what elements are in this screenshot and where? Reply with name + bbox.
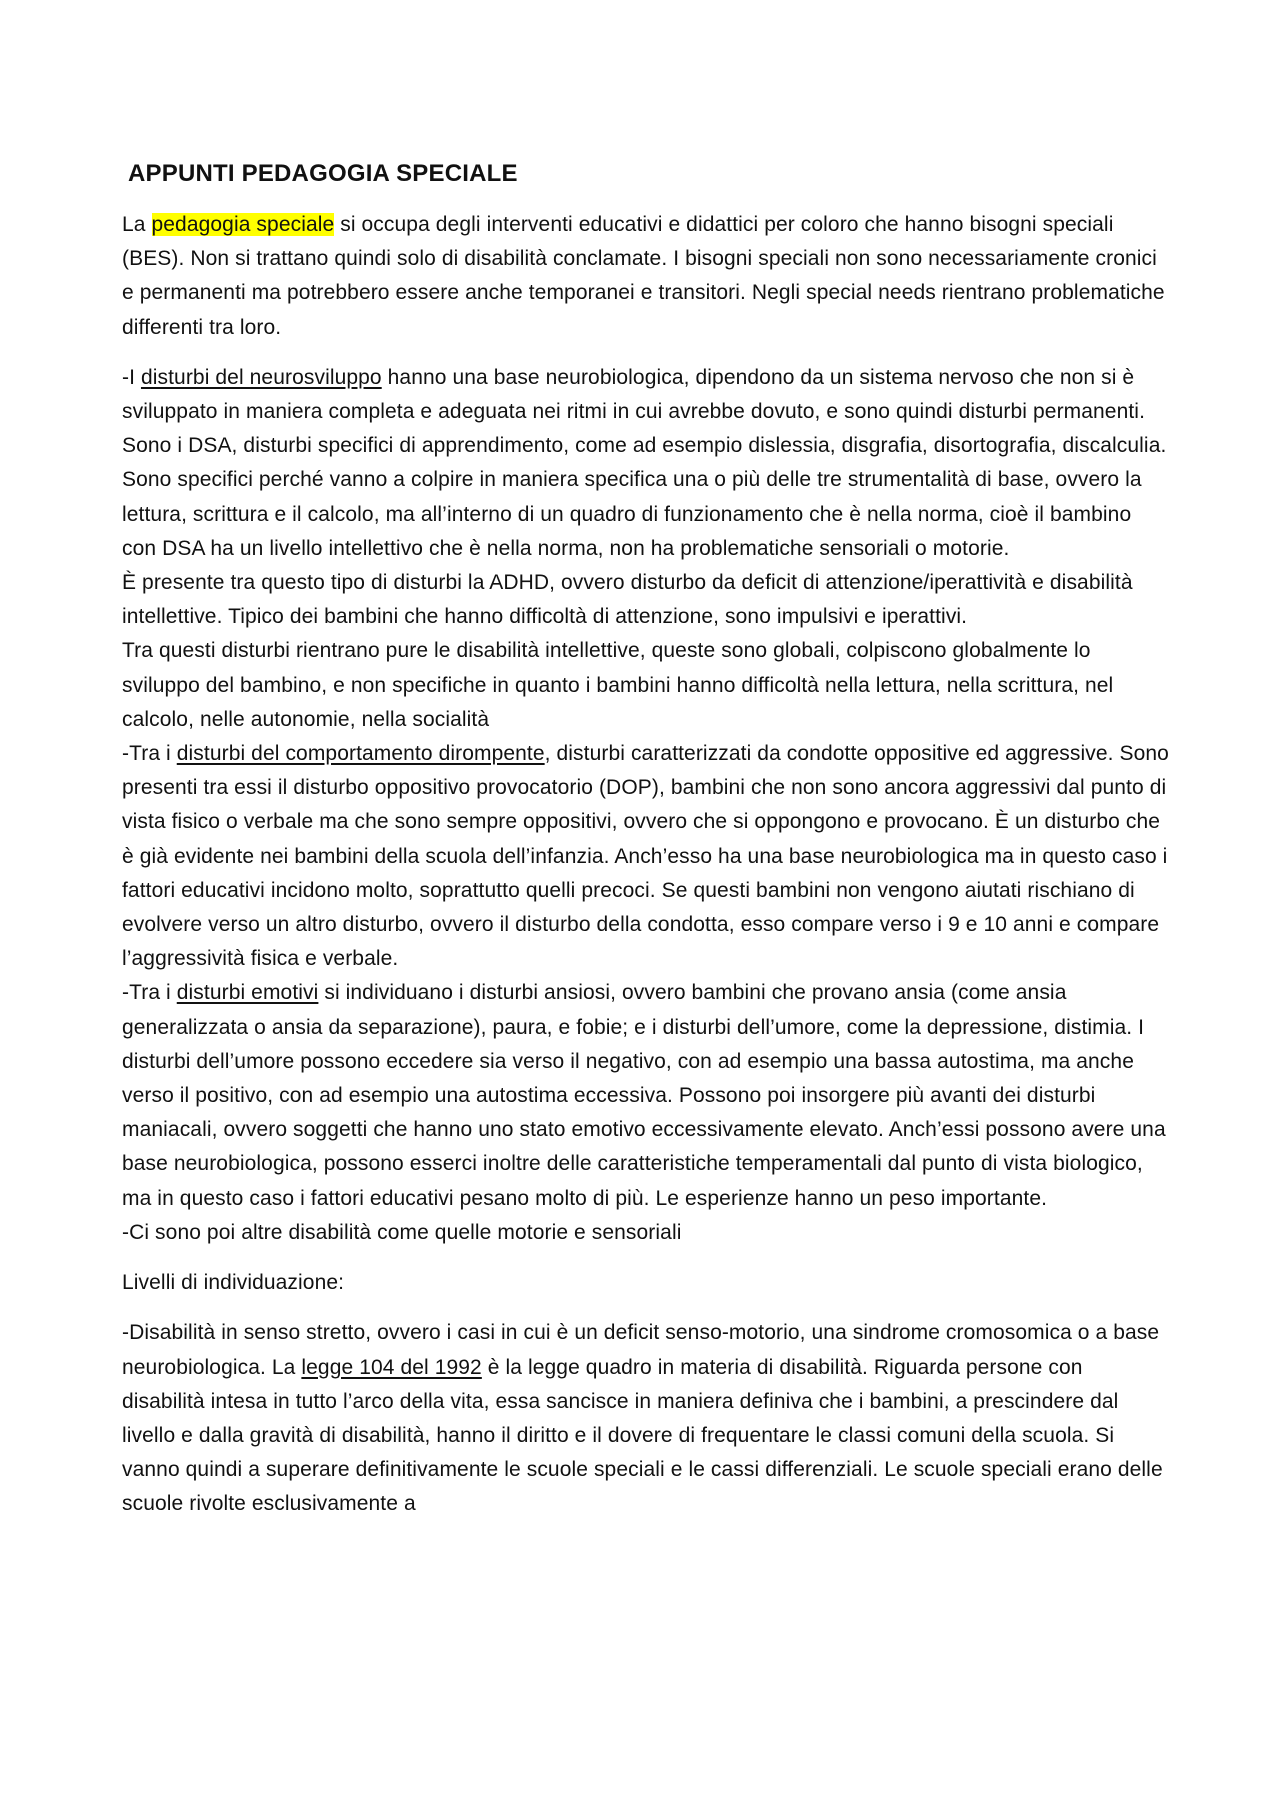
text-run: , disturbi caratterizzati da condotte oppositive ed aggressive. Sono presenti tra essi il disturbo oppositivo provocatorio (DOP), bambini che non sono ancora aggressivi dal punto di vista fisico o verbale ma che sono sempre oppositivi, ovvero che si oppongono e provocano. È un disturbo che è già evidente nei bambini della scuola dell’infanzia. Anch’esso ha una base neurobiologica ma in questo caso i fattori educativi incidono molto, soprattutto quelli precoci. Se questi bambini non vengono aiutati rischiano di evolvere verso un altro disturbo, ovvero il disturbo della condotta, esso compare verso i 9 e 10 anni e compare l’aggressività fisica e verbale. bbox=[122, 742, 1169, 971]
text-run: è la legge quadro in materia di disabilità. Riguarda persone con disabilità intesa in tutto l’arco della vita, essa sancisce in maniera definiva che i bambini, a prescindere dal livello e dalla gravità di disabilità, hanno il diritto e il dovere di frequentare le classi comuni della scuola. Si vanno quindi a superare definitivamente le scuole speciali e le cassi differenziali. Le scuole speciali erano delle scuole rivolte esclusivamente a bbox=[122, 1355, 1163, 1516]
paragraph-disabilita-senso-stretto bbox=[122, 1316, 1170, 1521]
underlined-term: disturbi emotivi bbox=[176, 981, 319, 1005]
text-run: hanno una base neurobiologica, dipendono da un sistema nervoso che non si è sviluppato in maniera completa e adeguata nei ritmi in cui avrebbe dovuto, e sono quindi disturbi permanenti. bbox=[122, 365, 1146, 424]
text-run: si occupa degli interventi educativi e didattici per coloro che hanno bisogni speciali (BES). Non si trattano quindi solo di disabilità conclamate. I bisogni speciali non sono necessariamente cronici e permanenti ma potrebbero essere anche temporanei e transitori. Negli special needs rientrano problematiche differenti tra loro. bbox=[122, 213, 1165, 339]
text-run: -Disabilità in senso stretto, ovvero i casi in cui è un deficit senso-motorio, una sindrome cromosomica o a base neurobiologica. La bbox=[122, 1321, 1160, 1379]
paragraph-altre-disabilita: -Ci sono poi altre disabilità come quelle motorie e sensoriali bbox=[122, 1220, 682, 1244]
text-run: -Tra i bbox=[122, 981, 177, 1005]
paragraph-disturbi-emotivi bbox=[122, 976, 1170, 1215]
paragraph-intro bbox=[122, 208, 1170, 345]
underlined-term: legge 104 del 1992 bbox=[301, 1355, 482, 1379]
paragraph-dsa: Sono i DSA, disturbi specifici di apprendimento, come ad esempio dislessia, disgrafia, disortografia, discalculia. Sono specifici perché vanno a colpire in maniera specifica una o più delle tre strumentalità di base, ovvero la lettura, scrittura e il calcolo, ma all’interno di un quadro di funzionamento che è nella norma, cioè il bambino con DSA ha un livello intellettivo che è nella norma, non ha problematiche sensoriali o motorie. bbox=[122, 434, 1167, 560]
underlined-term: disturbi del comportamento dirompente bbox=[176, 742, 545, 766]
paragraph-livelli-heading: Livelli di individuazione: bbox=[122, 1271, 345, 1295]
text-run: La bbox=[122, 213, 152, 236]
paragraph-comportamento-dirompente bbox=[122, 737, 1170, 976]
paragraph-adhd: È presente tra questo tipo di disturbi la ADHD, ovvero disturbo da deficit di attenzione/iperattività e disabilità intellettive. Tipico dei bambini che hanno difficoltà di attenzione, sono impulsivi e iperattivi. bbox=[122, 571, 1133, 629]
text-run: si individuano i disturbi ansiosi, ovvero bambini che provano ansia (come ansia generalizzata o ansia da separazione), paura, e fobie; e i disturbi dell’umore, come la depressione, distimia. I disturbi dell’umore possono eccedere sia verso il negativo, con ad esempio una bassa autostima, ma anche verso il positivo, con ad esempio una autostima eccessiva. Possono poi insorgere più avanti dei disturbi maniacali, ovvero soggetti che hanno uno stato emotivo eccessivamente elevato. Anch’essi possono avere una base neurobiologica, possono esserci inoltre delle caratteristiche temperamentali dal punto di vista biologico, ma in questo caso i fattori educativi pesano molto di più. Le esperienze hanno un peso importante. bbox=[122, 981, 1166, 1210]
text-run: -I bbox=[122, 365, 141, 389]
paragraph-disabilita-intellettive: Tra questi disturbi rientrano pure le disabilità intellettive, queste sono globali, colpiscono globalmente lo sviluppo del bambino, e non specifiche in quanto i bambini hanno difficoltà nella lettura, nella scrittura, nel calcolo, nelle autonomie, nella socialità bbox=[122, 639, 1114, 731]
document-title: APPUNTI PEDAGOGIA SPECIALE bbox=[128, 160, 518, 187]
highlighted-term: pedagogia speciale bbox=[151, 213, 335, 236]
underlined-term: disturbi del neurosviluppo bbox=[140, 365, 382, 389]
paragraph-neurosviluppo bbox=[122, 361, 1170, 429]
text-run: -Tra i bbox=[122, 742, 177, 766]
